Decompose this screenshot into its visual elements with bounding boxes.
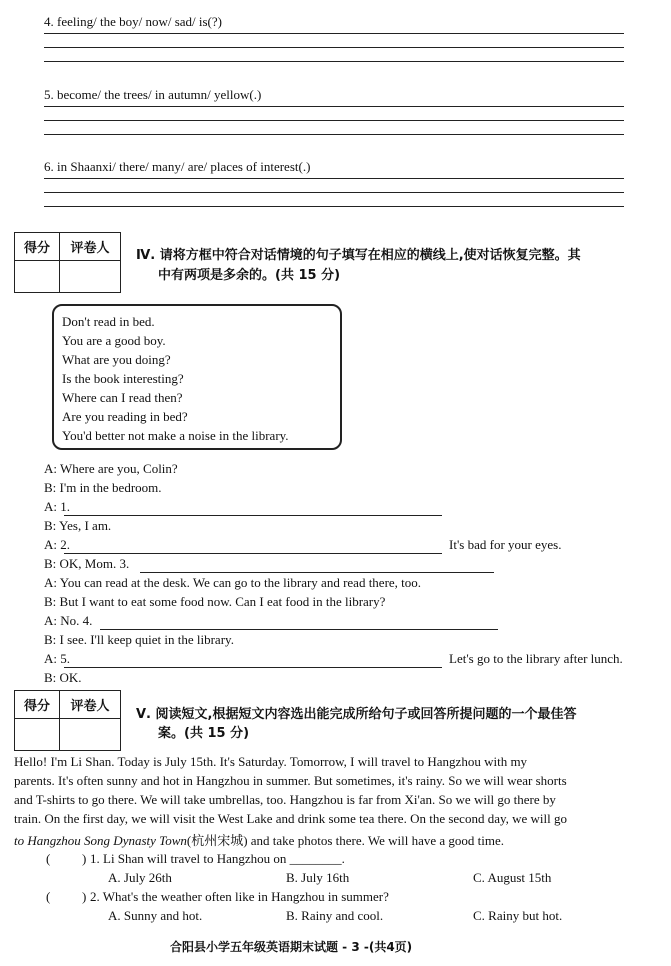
question-4: 4. feeling/ the boy/ now/ sad/ is(?) bbox=[44, 14, 222, 29]
blank-5[interactable] bbox=[64, 667, 442, 668]
dialogue-line: A: 5. bbox=[44, 651, 70, 666]
answer-line[interactable] bbox=[44, 178, 624, 179]
blank-4[interactable] bbox=[100, 629, 498, 630]
option-item: Are you reading in bed? bbox=[62, 409, 188, 424]
passage-rest: (杭州宋城) and take photos there. We will have a good time. bbox=[186, 833, 505, 848]
option-item: What are you doing? bbox=[62, 352, 171, 367]
answer-line[interactable] bbox=[44, 106, 624, 107]
mc-option[interactable]: C. August 15th bbox=[473, 870, 552, 885]
mc-option[interactable]: B. Rainy and cool. bbox=[286, 908, 384, 923]
mc-question: 1. Li Shan will travel to Hangzhou on ________. bbox=[90, 851, 345, 866]
question-6: 6. in Shaanxi/ there/ many/ are/ places of interest(.) bbox=[44, 159, 311, 174]
answer-paren-open: ( bbox=[46, 851, 51, 866]
passage-line: train. On the first day, we will visit the West Lake and drink some tea there. On the second day, we will go bbox=[14, 811, 567, 826]
section-5-instruction: Ⅴ. 阅读短文,根据短文内容选出能完成所给句子或回答所提问题的一个最佳答 bbox=[136, 707, 577, 722]
option-item: Don't read in bed. bbox=[62, 314, 155, 329]
dialogue-line: A: Where are you, Colin? bbox=[44, 461, 178, 476]
dialogue-line: A: You can read at the desk. We can go to the library and read there, too. bbox=[44, 575, 422, 590]
grader-cell[interactable] bbox=[60, 261, 121, 293]
dialogue-line: B: Yes, I am. bbox=[44, 518, 112, 533]
mc-option[interactable]: B. July 16th bbox=[286, 870, 350, 885]
section-5-instruction-cont: 案。(共 15 分) bbox=[158, 726, 250, 741]
grader-label: 评卷人 bbox=[60, 691, 121, 719]
passage-line: Hello! I'm Li Shan. Today is July 15th. It's Saturday. Tomorrow, I will travel to Hangzhou with my bbox=[14, 754, 528, 769]
dialogue-tail: It's bad for your eyes. bbox=[449, 537, 562, 552]
score-box bbox=[14, 690, 121, 751]
passage-line bbox=[14, 830, 504, 849]
option-item: Where can I read then? bbox=[62, 390, 183, 405]
dialogue-line: A: 1. bbox=[44, 499, 70, 514]
grader-label: 评卷人 bbox=[60, 233, 121, 261]
dialogue-line: B: But I want to eat some food now. Can I eat food in the library? bbox=[44, 594, 386, 609]
answer-line[interactable] bbox=[44, 61, 624, 62]
answer-line[interactable] bbox=[44, 192, 624, 193]
mc-option[interactable]: C. Rainy but hot. bbox=[473, 908, 563, 923]
option-item: You are a good boy. bbox=[62, 333, 166, 348]
score-cell[interactable] bbox=[15, 261, 60, 293]
dialogue-tail: Let's go to the library after lunch. bbox=[449, 651, 623, 666]
blank-2[interactable] bbox=[64, 553, 442, 554]
answer-paren-open: ( bbox=[46, 889, 51, 904]
dialogue-line: B: OK. bbox=[44, 670, 82, 685]
passage-line: and T-shirts to go there. We will take umbrellas, too. Hangzhou is far from Xi'an. So we will go there by bbox=[14, 792, 556, 807]
mc-option[interactable]: A. July 26th bbox=[108, 870, 172, 885]
option-item: Is the book interesting? bbox=[62, 371, 184, 386]
blank-1[interactable] bbox=[64, 515, 442, 516]
section-4-instruction-cont: 中有两项是多余的。(共 15 分) bbox=[158, 268, 341, 283]
answer-paren-close[interactable]: ) bbox=[82, 889, 87, 904]
score-cell[interactable] bbox=[15, 719, 60, 751]
grader-cell[interactable] bbox=[60, 719, 121, 751]
answer-line[interactable] bbox=[44, 33, 624, 34]
dialogue-line: B: OK, Mom. 3. bbox=[44, 556, 130, 571]
mc-option[interactable]: A. Sunny and hot. bbox=[108, 908, 203, 923]
option-item: You'd better not make a noise in the library. bbox=[62, 428, 289, 443]
page-footer: 合阳县小学五年级英语期末试题 - 3 -(共4页) bbox=[170, 940, 413, 954]
mc-question: 2. What's the weather often like in Hangzhou in summer? bbox=[90, 889, 389, 904]
options-box bbox=[52, 304, 342, 450]
dialogue-line: B: I'm in the bedroom. bbox=[44, 480, 162, 495]
answer-paren-close[interactable]: ) bbox=[82, 851, 87, 866]
answer-line[interactable] bbox=[44, 206, 624, 207]
answer-line[interactable] bbox=[44, 134, 624, 135]
score-label: 得分 bbox=[15, 233, 60, 261]
dialogue-line: B: I see. I'll keep quiet in the library. bbox=[44, 632, 234, 647]
passage-italic: to Hangzhou Song Dynasty Town bbox=[14, 833, 187, 848]
dialogue-line: A: 2. bbox=[44, 537, 70, 552]
blank-3[interactable] bbox=[140, 572, 494, 573]
question-5: 5. become/ the trees/ in autumn/ yellow(.) bbox=[44, 87, 262, 102]
answer-line[interactable] bbox=[44, 120, 624, 121]
section-4-instruction: Ⅳ. 请将方框中符合对话情境的句子填写在相应的横线上,使对话恢复完整。其 bbox=[136, 248, 581, 263]
score-label: 得分 bbox=[15, 691, 60, 719]
dialogue-line: A: No. 4. bbox=[44, 613, 93, 628]
score-box bbox=[14, 232, 121, 293]
passage-line: parents. It's often sunny and hot in Hangzhou in summer. But sometimes, it's rainy. So we will wear shorts bbox=[14, 773, 567, 788]
answer-line[interactable] bbox=[44, 47, 624, 48]
